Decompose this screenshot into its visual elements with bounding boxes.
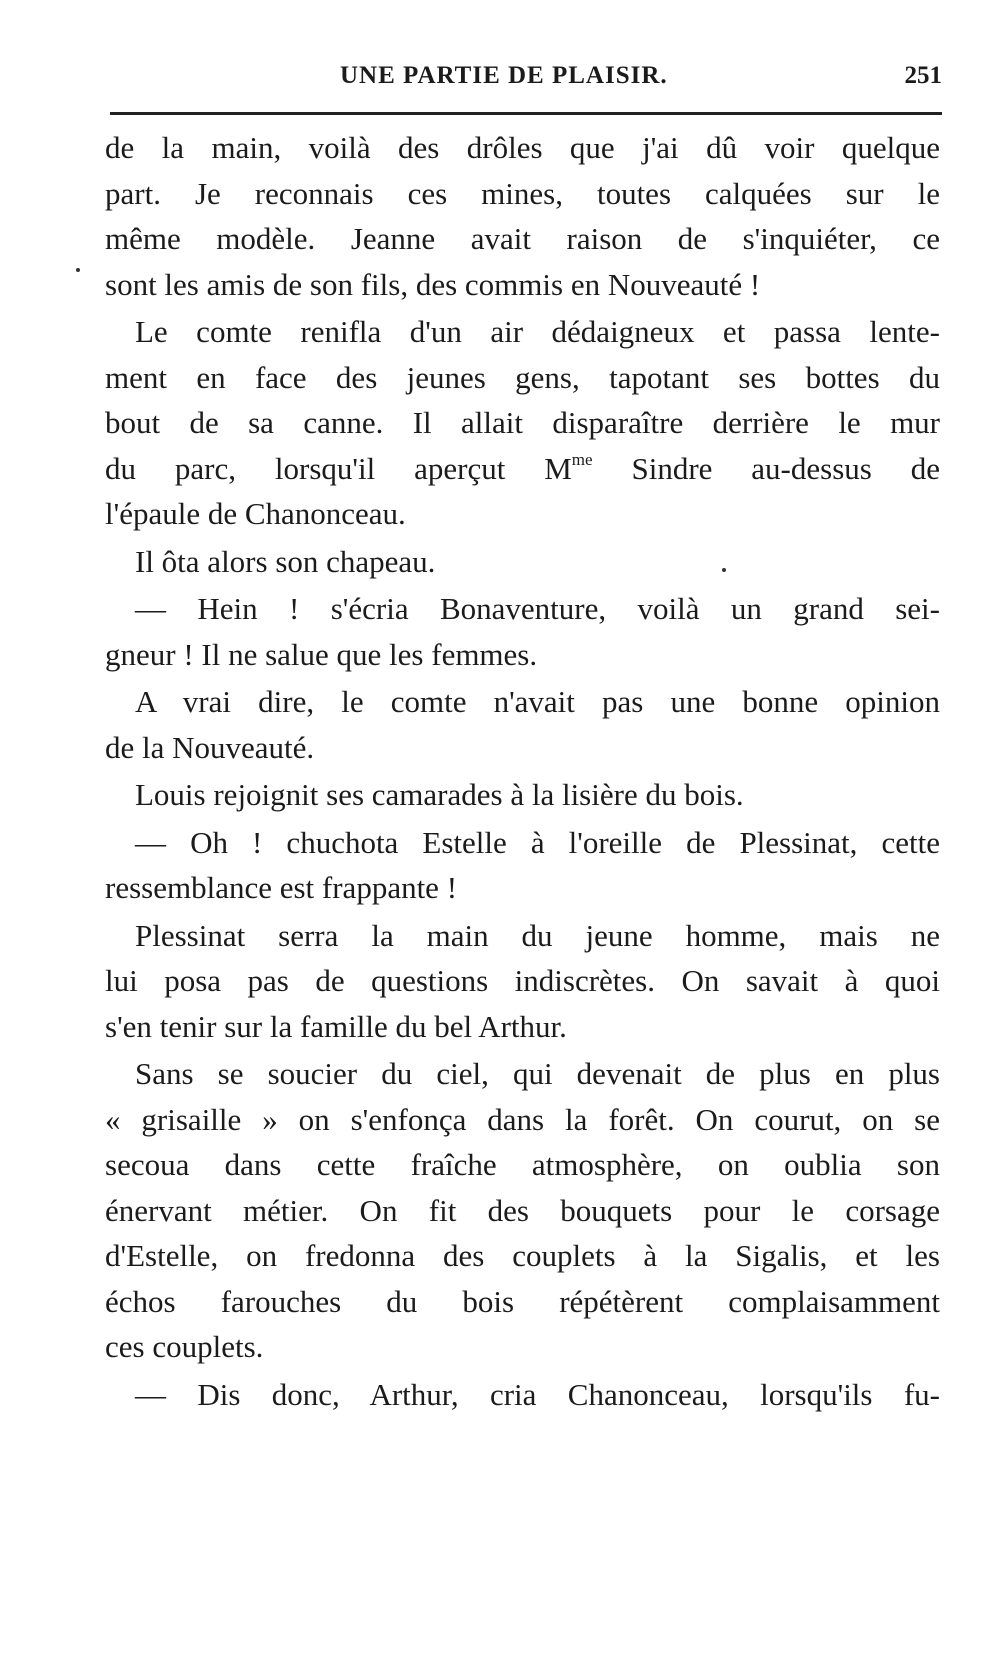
text-line: échos farouches du bois répétèrent complaisamment	[105, 1283, 940, 1319]
text-line: gneur ! Il ne salue que les femmes.	[105, 636, 538, 672]
paragraph	[105, 125, 940, 307]
running-head	[110, 62, 942, 102]
text-line: sont les amis de son fils, des commis en Nouveauté !	[105, 266, 761, 302]
page-number: 251	[904, 62, 942, 89]
text-line: ressemblance est frappante !	[105, 870, 458, 905]
text-line: ces couplets.	[105, 1329, 264, 1364]
text-line: bout de sa canne. Il allait disparaître derrière le mur	[105, 405, 940, 440]
running-title: UNE PARTIE DE PLAISIR.	[340, 62, 668, 89]
paragraph	[105, 679, 940, 770]
text-line: Louis rejoignit ses camarades à la lisière du bois.	[135, 777, 744, 812]
print-speck	[722, 568, 726, 572]
paragraph	[105, 913, 940, 1050]
text-line: du parc, lorsqu'il aperçut $M^{me}$ Sindre au-dessus de	[105, 449, 940, 486]
body-text	[105, 125, 940, 1419]
text-line: énervant métier. On fit des bouquets pour le corsage	[105, 1192, 940, 1228]
print-speck	[76, 268, 80, 272]
text-line: — Dis donc, Arthur, cria Chanonceau, lorsqu'ils fu-	[135, 1376, 940, 1412]
text-line: de la Nouveauté.	[105, 729, 315, 765]
paragraph	[105, 539, 940, 585]
paragraph	[105, 309, 940, 537]
paragraph	[105, 1372, 940, 1418]
superscript: me	[571, 449, 593, 469]
text-line: — Hein ! s'écria Bonaventure, voilà un grand sei-	[135, 591, 940, 626]
text-line: part. Je reconnais ces mines, toutes calquées sur le	[105, 175, 940, 211]
text-line: s'en tenir sur la famille du bel Arthur.	[105, 1008, 567, 1044]
paragraph	[105, 820, 940, 911]
text-line: « grisaille » on s'enfonça dans la forêt. On courut, on se	[105, 1101, 940, 1137]
text-line: Le comte renifla d'un air dédaigneux et passa lente-	[135, 314, 940, 349]
text-line: d'Estelle, on fredonna des couplets à la Sigalis, et les	[105, 1238, 940, 1273]
paragraph	[105, 1051, 940, 1370]
text-line: même modèle. Jeanne avait raison de s'inquiéter, ce	[105, 221, 940, 256]
text-line: Plessinat serra la main du jeune homme, mais ne	[135, 917, 940, 953]
text-line: Sans se soucier du ciel, qui devenait de plus en plus	[135, 1056, 940, 1091]
text-line: — Oh ! chuchota Estelle à l'oreille de Plessinat, cette	[135, 824, 940, 860]
paragraph	[105, 772, 940, 818]
text-line: de la main, voilà des drôles que j'ai dû voir quelque	[105, 130, 940, 165]
text-line: secoua dans cette fraîche atmosphère, on oublia son	[105, 1147, 940, 1182]
paragraph	[105, 586, 940, 677]
text-line: lui posa pas de questions indiscrètes. On savait à quoi	[105, 963, 940, 998]
text-line: ment en face des jeunes gens, tapotant ses bottes du	[105, 359, 940, 395]
text-line: l'épaule de Chanonceau.	[105, 496, 406, 531]
text-line: Il ôta alors son chapeau.	[135, 543, 436, 579]
header-rule	[110, 112, 942, 115]
text-line: A vrai dire, le comte n'avait pas une bonne opinion	[135, 684, 940, 719]
